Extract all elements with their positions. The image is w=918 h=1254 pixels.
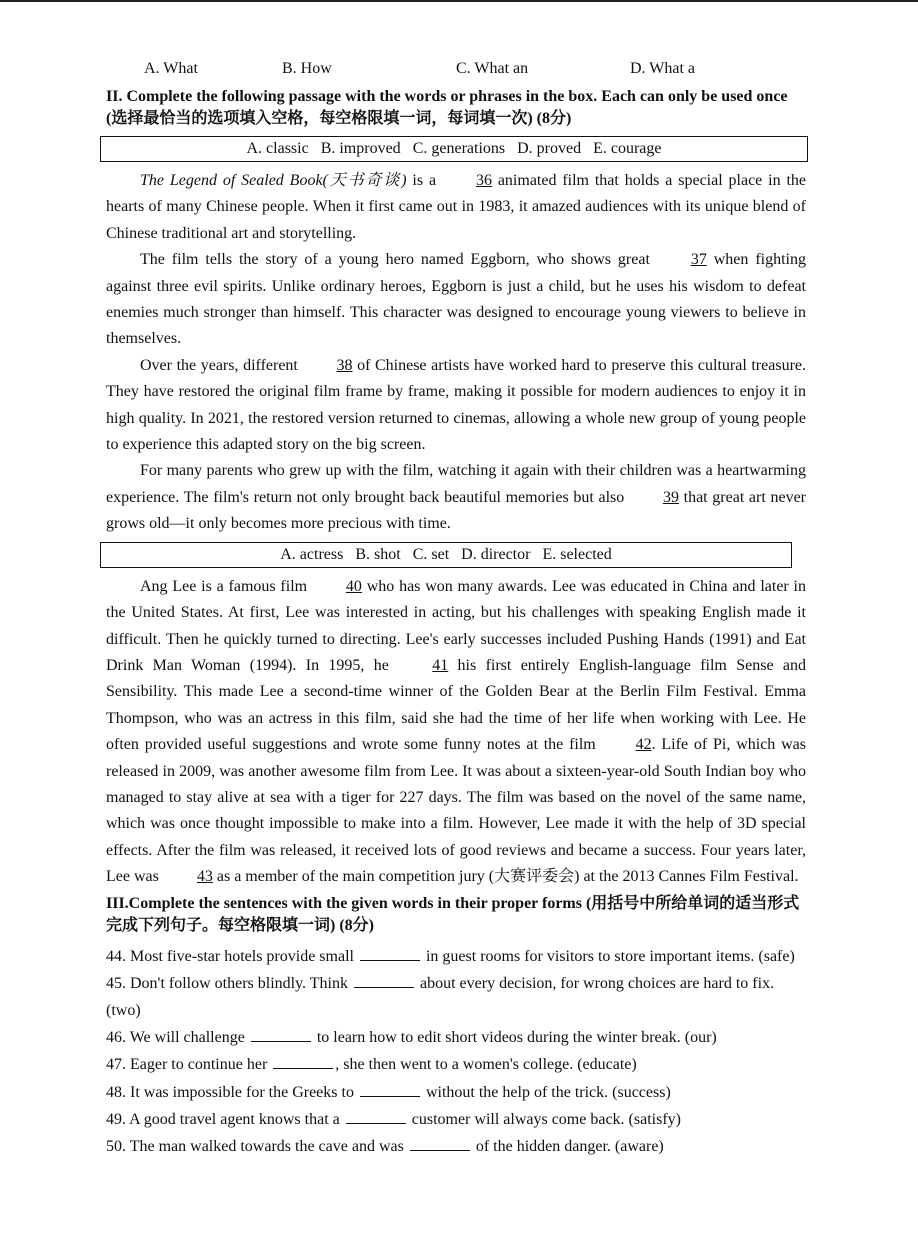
box2-option-c: C. set <box>412 545 450 563</box>
q49-pre: 49. A good travel agent knows that a <box>106 1110 344 1128</box>
blank-41[interactable]: 41 <box>432 656 449 674</box>
q50-post: of the hidden danger. (aware) <box>471 1137 664 1155</box>
p5-text-4: . Life of Pi, which was released in 2009, was another awesome film from Lee. It was about a sixteen-year-old South Indian boy who managed to stay alive at sea with a tiger for 227 days. The film was based on the novel of the same name, which was once thought impossible to make into a film. However, Lee made it with the help of 3D special effects. After the film was released, it received lots of good reviews and became a success. Four years later, Lee was <box>106 736 807 886</box>
blank-38[interactable]: 38 <box>336 356 353 374</box>
passage-paragraph-3 <box>106 353 806 459</box>
answer-blank-50[interactable] <box>410 1136 470 1151</box>
previous-question-options <box>106 60 806 78</box>
option-a: A. What <box>144 60 198 77</box>
question-49 <box>106 1106 806 1133</box>
answer-blank-45[interactable] <box>354 973 414 988</box>
box1-option-e: E. courage <box>593 140 662 157</box>
question-50 <box>106 1133 806 1160</box>
passage-paragraph-2 <box>106 247 806 353</box>
section-2-heading-cn: (选择最恰当的选项填入空格，每空格限填一词，每词填一次) <box>106 110 533 127</box>
answer-blank-47[interactable] <box>273 1054 333 1069</box>
q45-pre: 45. Don't follow others blindly. Think <box>106 974 352 992</box>
exam-page <box>106 60 806 1160</box>
section-2-heading-en: II. Complete the following passage with the words or phrases in the box. Each can only be used once <box>106 88 788 105</box>
box1-option-b: B. improved <box>320 140 401 157</box>
q50-pre: 50. The man walked towards the cave and was <box>106 1137 408 1155</box>
p5-text-1: Ang Lee is a famous film <box>140 577 312 595</box>
answer-blank-46[interactable] <box>251 1027 311 1042</box>
p1-text-post: animated film that holds a special place in the hearts of many Chinese people. When it first came out in 1983, it amazed audiences with its unique blend of Chinese traditional art and storytelling. <box>106 172 807 242</box>
blank-36[interactable]: 36 <box>475 172 492 189</box>
option-d: D. What a <box>630 60 696 77</box>
blank-37[interactable]: 37 <box>690 251 707 269</box>
p5-text-2: who has won many awards. Lee was educated in China and later in the United States. At first, Lee was interested in acting, but his challenges with speaking English made it difficult. Then he quickly turned to directing. Lee's early successes included Pushing Hands (1991) and Eat Drink Man Woman (1994). In 1995, he <box>106 577 807 674</box>
q44-post: in guest rooms for visitors to store important items. (safe) <box>421 947 795 965</box>
q47-pre: 47. Eager to continue her <box>106 1056 272 1074</box>
q48-post: without the help of the trick. (success) <box>421 1083 671 1101</box>
box2-option-e: E. selected <box>542 545 612 563</box>
p2-text-post: when fighting against three evil spirits. Unlike ordinary heroes, Eggborn is just a child, but he uses his wisdom to defeat enemies much stronger than himself. This character was designed to encourage young viewers to believe in themselves. <box>106 251 806 348</box>
p3-text-post: of Chinese artists have worked hard to preserve this cultural treasure. They have restored the original film frame by frame, making it possible for modern audiences to enjoy it in high quality. In 2021, the restored version returned to cinemas, allowing a whole new group of young people to experience this adapted story on the big screen. <box>106 356 806 454</box>
q46-pre: 46. We will challenge <box>106 1029 249 1047</box>
question-44 <box>106 943 806 970</box>
q46-post: to learn how to edit short videos during the winter break. (our) <box>312 1029 717 1047</box>
section-2-points: (8分) <box>536 110 572 127</box>
p5-text-3: his first entirely English-language film Sense and Sensibility. This made Lee a second-time winner of the Golden Bear at the Berlin Film Festival. Emma Thompson, who was an actress in this film, said she had the time of her life when working with Lee. He often provided useful suggestions and wrote some funny notes at the film <box>106 656 806 754</box>
p1-text-pre: is a <box>406 172 442 189</box>
question-47 <box>106 1051 806 1078</box>
section-3-heading <box>106 893 806 937</box>
q45-post: about every decision, for wrong choices are hard to fix. (two) <box>106 974 775 1019</box>
answer-blank-44[interactable] <box>360 946 420 961</box>
section-2-heading <box>106 86 806 130</box>
q44-pre: 44. Most five-star hotels provide small <box>106 947 358 965</box>
blank-40[interactable]: 40 <box>345 577 362 595</box>
option-c: C. What an <box>456 60 529 77</box>
box1-option-d: D. proved <box>517 140 582 157</box>
blank-42[interactable]: 42 <box>635 736 652 754</box>
box2-option-d: D. director <box>461 545 531 563</box>
box2-option-a: A. actress <box>280 545 344 563</box>
q48-pre: 48. It was impossible for the Greeks to <box>106 1083 358 1101</box>
p4-text-pre: For many parents who grew up with the film, watching it again with their children was a heartwarming experience. The film's return not only brought back beautiful memories but also <box>106 462 806 506</box>
answer-blank-48[interactable] <box>360 1082 420 1097</box>
p5-text-5: as a member of the main competition jury (大赛评委会) at the 2013 Cannes Film Festival. <box>212 868 799 886</box>
section-3-points: (8分) <box>339 916 375 934</box>
box1-option-a: A. classic <box>246 140 309 157</box>
answer-blank-49[interactable] <box>346 1109 406 1124</box>
option-b: B. How <box>282 60 332 77</box>
question-48 <box>106 1079 806 1106</box>
top-border <box>0 0 918 2</box>
p2-text-pre: The film tells the story of a young hero named Eggborn, who shows great <box>140 251 657 269</box>
film-title: The Legend of Sealed Book(天书奇谈) <box>140 172 407 189</box>
p4-text-post: that great art never grows old—it only becomes more precious with time. <box>106 488 807 533</box>
blank-43[interactable]: 43 <box>196 868 213 886</box>
passage-paragraph-1 <box>106 168 806 247</box>
section-3-heading-en: III.Complete the sentences with the given words in their proper forms <box>106 894 582 912</box>
box2-option-b: B. shot <box>355 545 401 563</box>
word-box-1 <box>100 136 808 162</box>
blank-39[interactable]: 39 <box>662 488 679 506</box>
question-45 <box>106 970 806 1024</box>
q47-post: , she then went to a women's college. (educate) <box>335 1056 637 1074</box>
word-box-2 <box>100 542 792 568</box>
passage-paragraph-4 <box>106 458 806 537</box>
q49-post: customer will always come back. (satisfy) <box>407 1110 681 1128</box>
passage-paragraph-5 <box>106 574 806 891</box>
section-3-heading-cn: (用括号中所给单词的适当形式完成下列句子。每空格限填一词) <box>106 894 800 934</box>
question-46 <box>106 1024 806 1051</box>
p3-text-pre: Over the years, different <box>140 356 303 374</box>
box1-option-c: C. generations <box>412 140 506 157</box>
